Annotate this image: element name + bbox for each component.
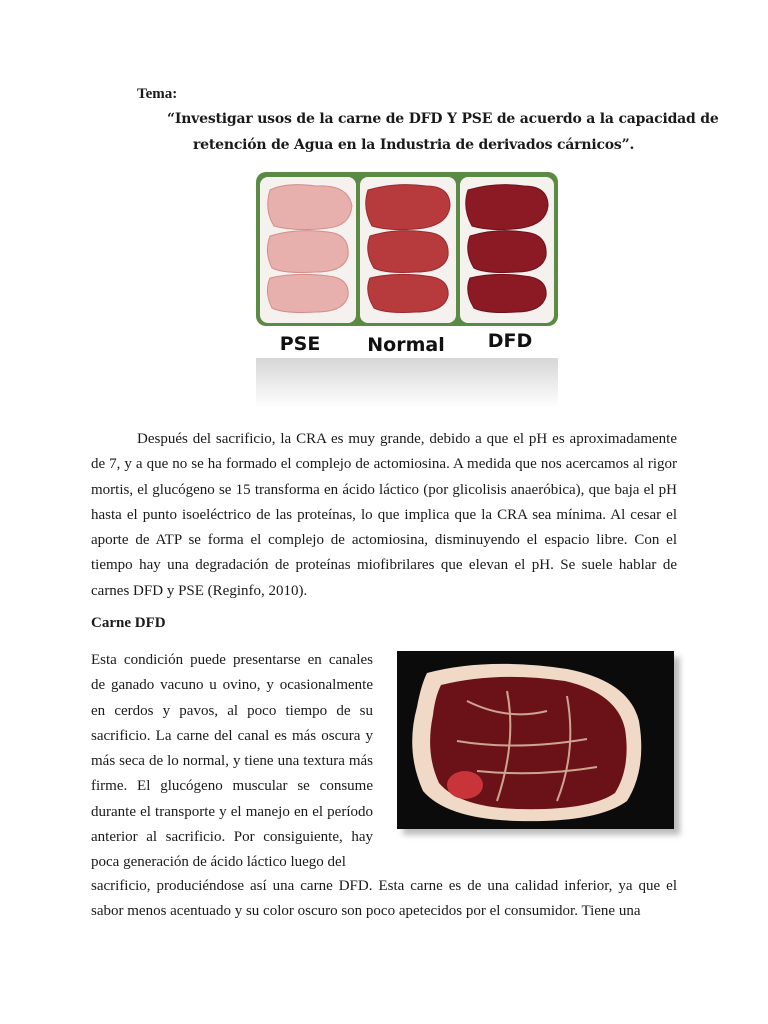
- dfd-meat-photo: [397, 651, 682, 836]
- subject-line-1: “Investigar usos de la carne de DFD Y PSE de acuerdo a la capacidad de: [167, 111, 719, 127]
- tema-label: Tema:: [137, 86, 178, 102]
- label-dfd: DFD: [487, 330, 533, 352]
- dfd-small-muscle: [447, 771, 483, 799]
- body-paragraph-1: Después del sacrificio, la CRA es muy grande, debido a que el pH es aproximadamente de 7, y a que no se ha formado el complejo de actomiosina. A medida que nos acercamos al rigor mortis, el glucógeno se 15 transforma en ácido láctico (por glicolisis anaeróbica), que baja el pH hasta el punto isoeléctrico de las proteínas, lo que implica que la CRA sea mínima. Al cesar el aporte de ATP se forma el complejo de actomiosina, disminuyendo el espacio libre. Con el tiempo hay una degradación de proteínas miofibrilares que elevan el pH. Se suele hablar de carnes DFD y PSE (Reginfo, 2010).: [91, 431, 677, 599]
- label-normal: Normal: [367, 334, 445, 356]
- body-paragraph-2: Esta condición puede presentarse en canales de ganado vacuno u ovino, y ocasionalmente en cerdos y pavos, al poco tiempo de su sacrificio. La carne del canal es más oscura y más seca de lo normal, y tiene una textura más firme. El glucógeno muscular se consume durante el transporte y el manejo en el período anterior al sacrificio. Por consiguiente, hay poca generación de ácido láctico luego del: [91, 652, 373, 871]
- meat-comparison-figure: [256, 172, 558, 408]
- section-heading-dfd: Carne DFD: [91, 615, 166, 631]
- subject-line-2: retención de Agua en la Industria de derivados cárnicos”.: [193, 137, 635, 153]
- label-pse: PSE: [279, 333, 321, 355]
- figure-reflection: [256, 358, 558, 408]
- body-paragraph-3: sacrificio, produciéndose así una carne DFD. Esta carne es de una calidad inferior, ya que el sabor menos acentuado y su color oscuro son poco apetecidos por el consumidor. Tiene una: [91, 878, 677, 920]
